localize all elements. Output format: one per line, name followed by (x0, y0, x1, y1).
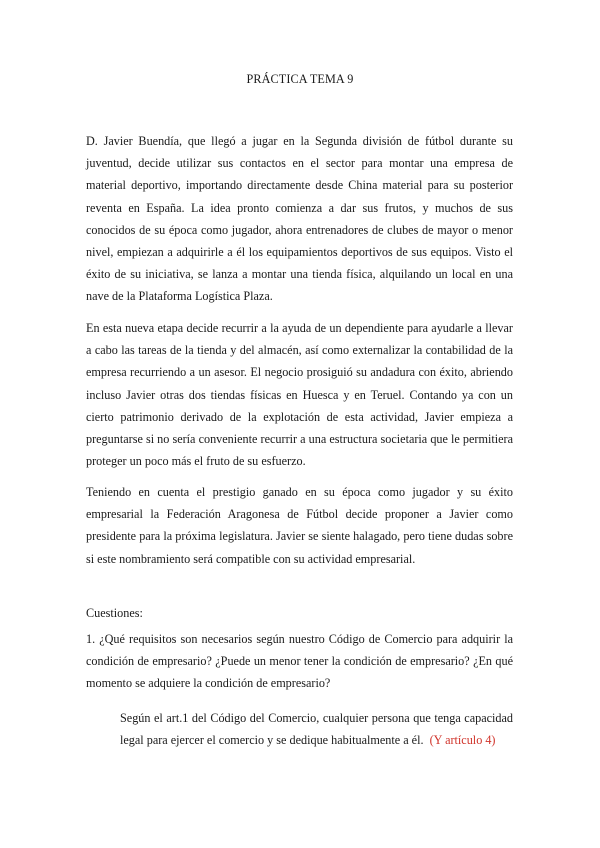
answer-1-note: (Y artículo 4) (429, 733, 496, 748)
case-paragraph-1: D. Javier Buendía, que llegó a jugar en la Segunda división de fútbol durante su juventud, decide utilizar sus contactos en el sector para montar una empresa de material deportivo, importando directamente desde China material para su posterior reventa en España. La idea pronto comienza a dar sus frutos, y muchos de sus conocidos de su época como jugador, ahora entrenadores de clubes de mayor o menor nivel, empiezan a adquirirle a él los equipamientos deportivos de sus equipos. Visto el éxito de su iniciativa, se lanza a montar una tienda física, alquilando un local en una nave de la Plataforma Logística Plaza. (86, 134, 513, 304)
answer-1-text: Según el art.1 del Código del Comercio, cualquier persona que tenga capacidad legal para ejercer el comercio y se dedique habitualmente a él. (120, 711, 513, 748)
question-1: 1. ¿Qué requisitos son necesarios según nuestro Código de Comercio para adquirir la condición de empresario? ¿Puede un menor tener la condición de empresario? ¿En qué momento se adquiere la condición de empresario? (86, 632, 513, 691)
case-paragraph-3: Teniendo en cuenta el prestigio ganado en su época como jugador y su éxito empresarial la Federación Aragonesa de Fútbol decide proponer a Javier como presidente para la próxima legislatura. Javier se siente halagado, pero tiene dudas sobre si este nombramiento será compatible con su actividad empresarial. (86, 485, 513, 566)
case-paragraph-2: En esta nueva etapa decide recurrir a la ayuda de un dependiente para ayudarle a llevar a cabo las tareas de la tienda y del almacén, así como externalizar la contabilidad de la empresa recurriendo a un asesor. El negocio prosiguió su andadura con éxito, abriendo incluso Javier otras dos tiendas físicas en Huesca y en Teruel. Contando ya con un cierto patrimonio derivado de la explotación de esta actividad, Javier empieza a preguntarse si no sería conveniente recurrir a una estructura societaria que le permitiera proteger un poco más el fruto de su esfuerzo. (86, 321, 513, 469)
questions-label: Cuestiones: (86, 606, 143, 620)
answer-1 (120, 707, 513, 751)
document-title: PRÁCTICA TEMA 9 (246, 72, 354, 86)
